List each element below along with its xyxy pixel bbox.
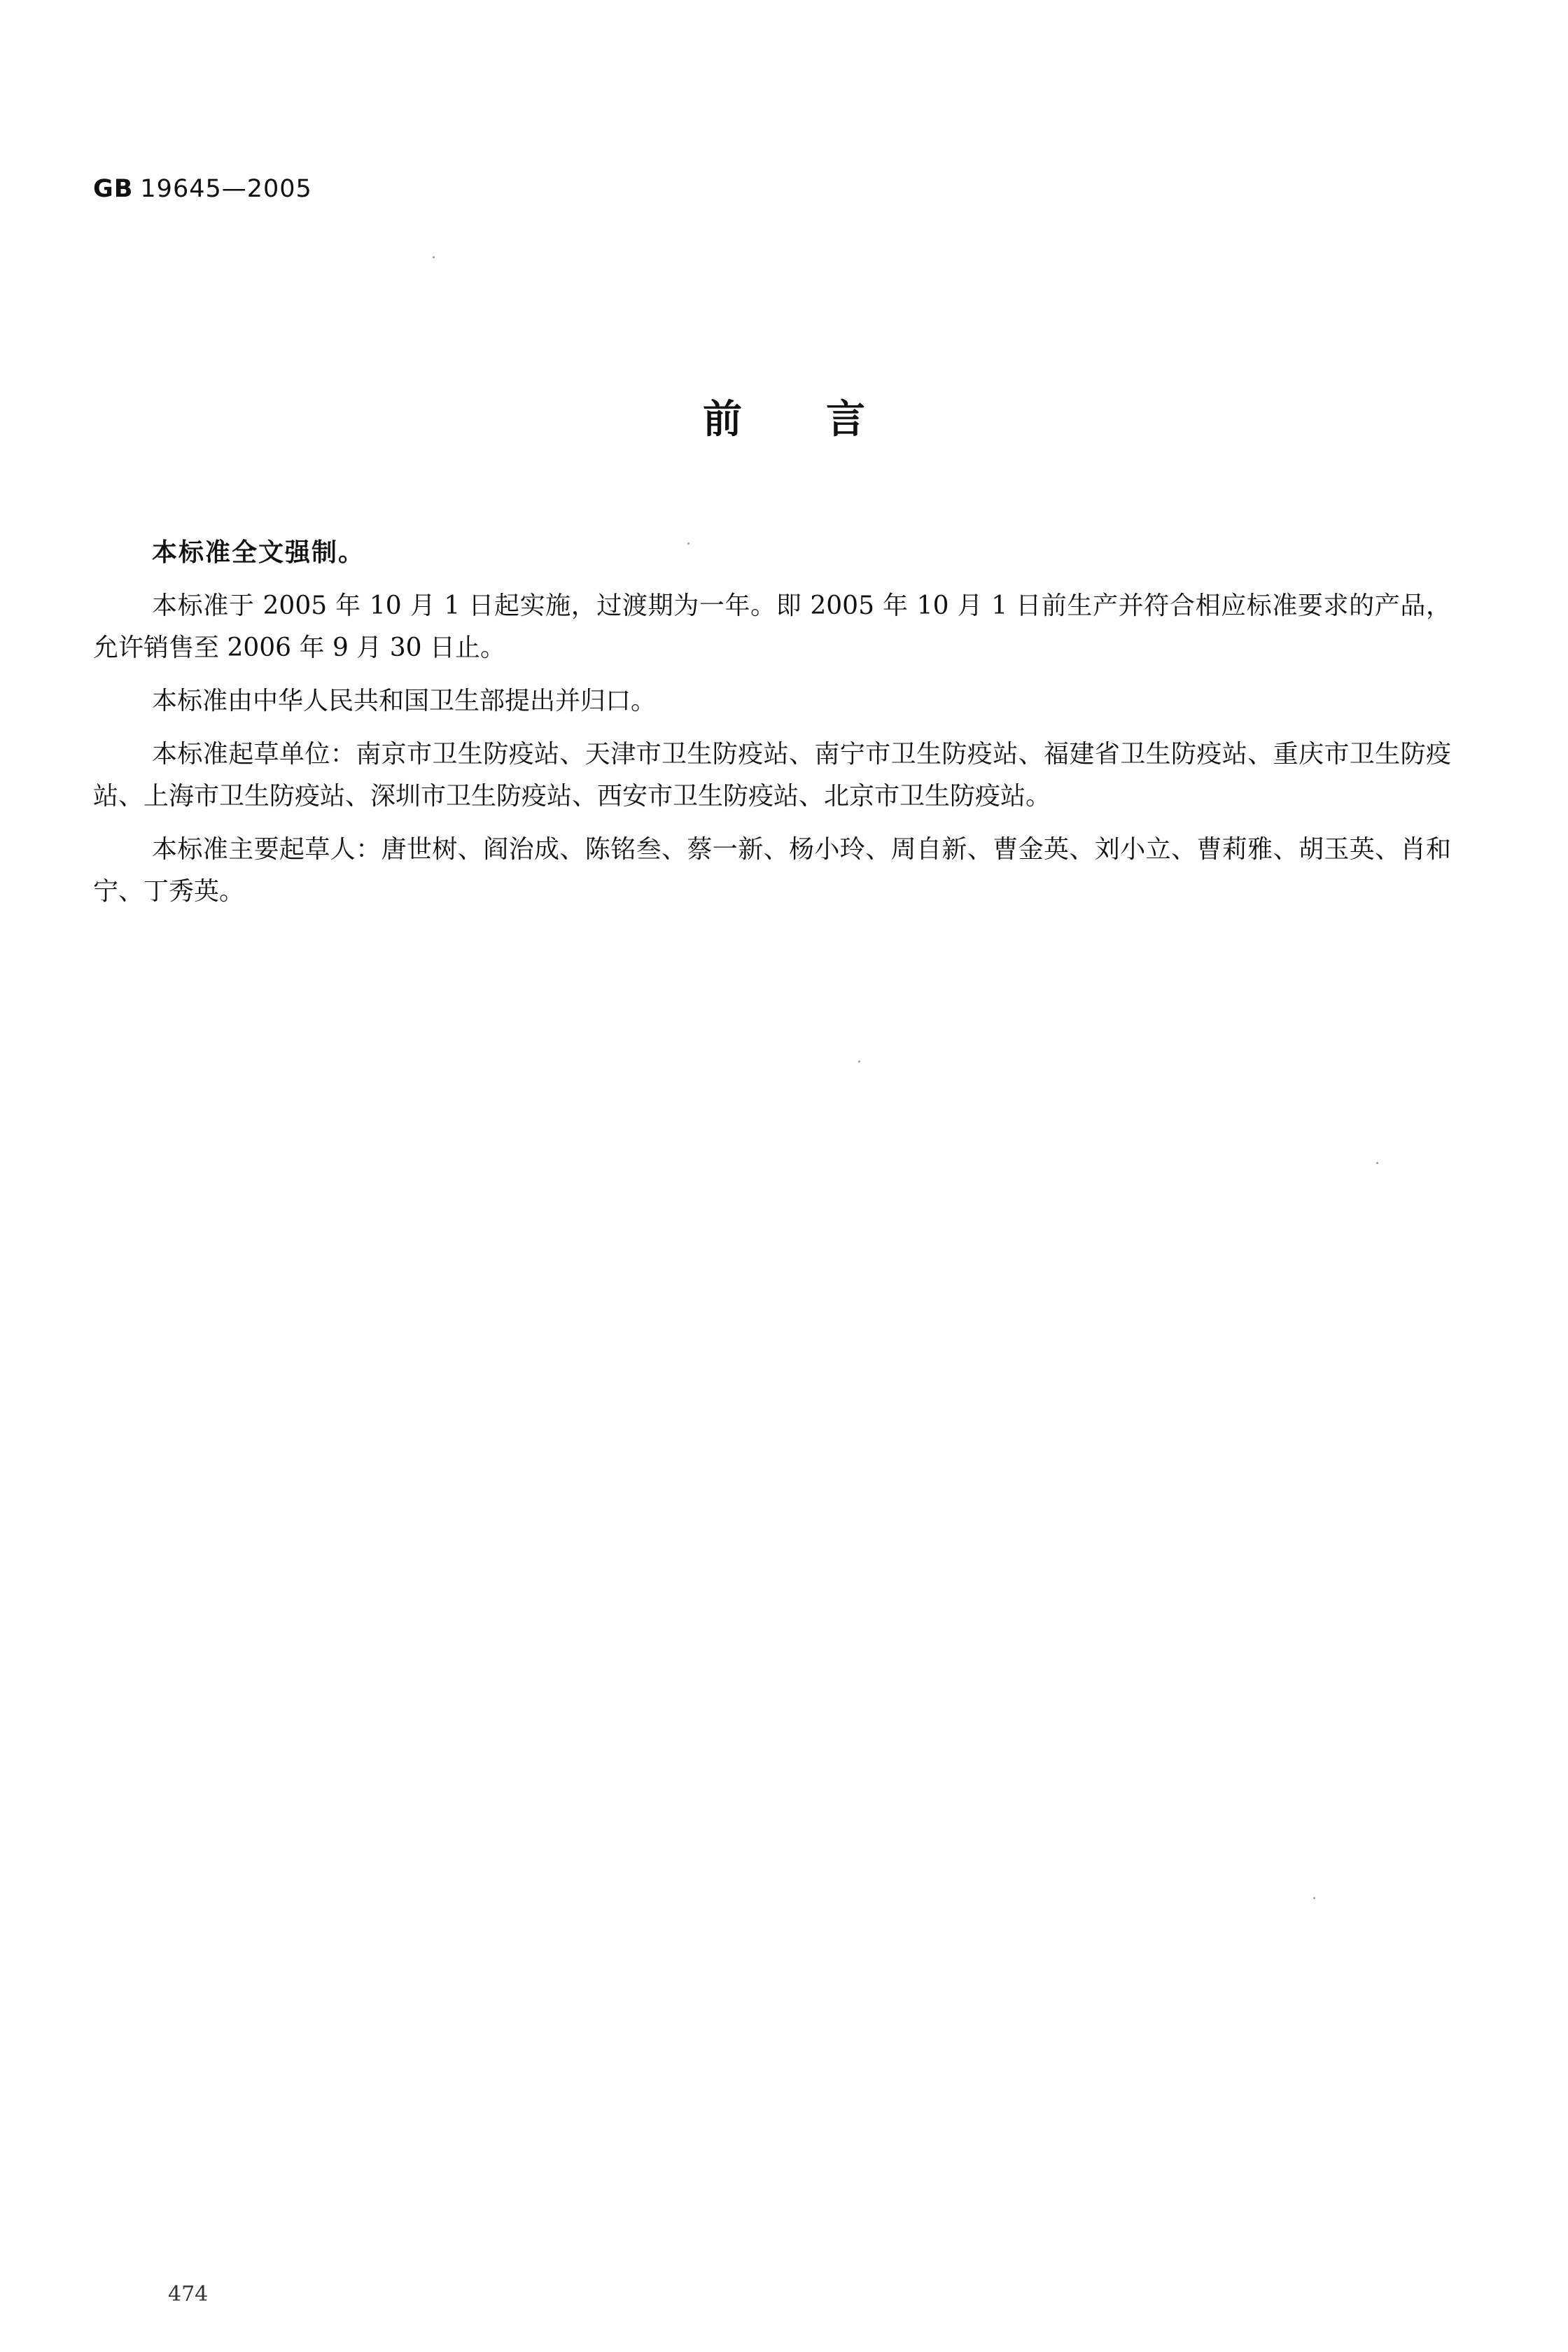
paragraph-effective-date: 本标准于 2005 年 10 月 1 日起实施，过渡期为一年。即 2005 年 10 月 1 日前生产并符合相应标准要求的产品，允许销售至 2006 年 9 月 30 日止。 xyxy=(93,592,1451,662)
paragraph-drafting-units: 本标准起草单位：南京市卫生防疫站、天津市卫生防疫站、南宁市卫生防疫站、福建省卫生防疫站、重庆市卫生防疫站、上海市卫生防疫站、深圳市卫生防疫站、西安市卫生防疫站、北京市卫生防疫站。 xyxy=(93,740,1451,811)
page-number: 474 xyxy=(168,2282,209,2306)
scan-speck xyxy=(858,1060,860,1063)
standard-prefix: GB xyxy=(93,175,134,203)
standard-code-header xyxy=(93,175,312,203)
title-char-2: 言 xyxy=(826,397,865,442)
scan-speck xyxy=(1376,1162,1378,1164)
scan-speck xyxy=(433,256,435,258)
page-title xyxy=(0,392,1568,448)
standard-number: 19645—2005 xyxy=(140,175,312,203)
foreword-body xyxy=(93,532,1451,924)
scan-speck xyxy=(1313,1897,1315,1899)
scan-speck xyxy=(687,542,690,545)
title-char-1: 前 xyxy=(703,397,742,442)
paragraph-proposer: 本标准由中华人民共和国卫生部提出并归口。 xyxy=(152,687,657,715)
paragraph-drafters: 本标准主要起草人：唐世树、阎治成、陈铭叁、蔡一新、杨小玲、周自新、曹金英、刘小立、曹莉雅、胡玉英、肖和宁、丁秀英。 xyxy=(93,835,1451,906)
paragraph-mandatory: 本标准全文强制。 xyxy=(152,538,365,567)
